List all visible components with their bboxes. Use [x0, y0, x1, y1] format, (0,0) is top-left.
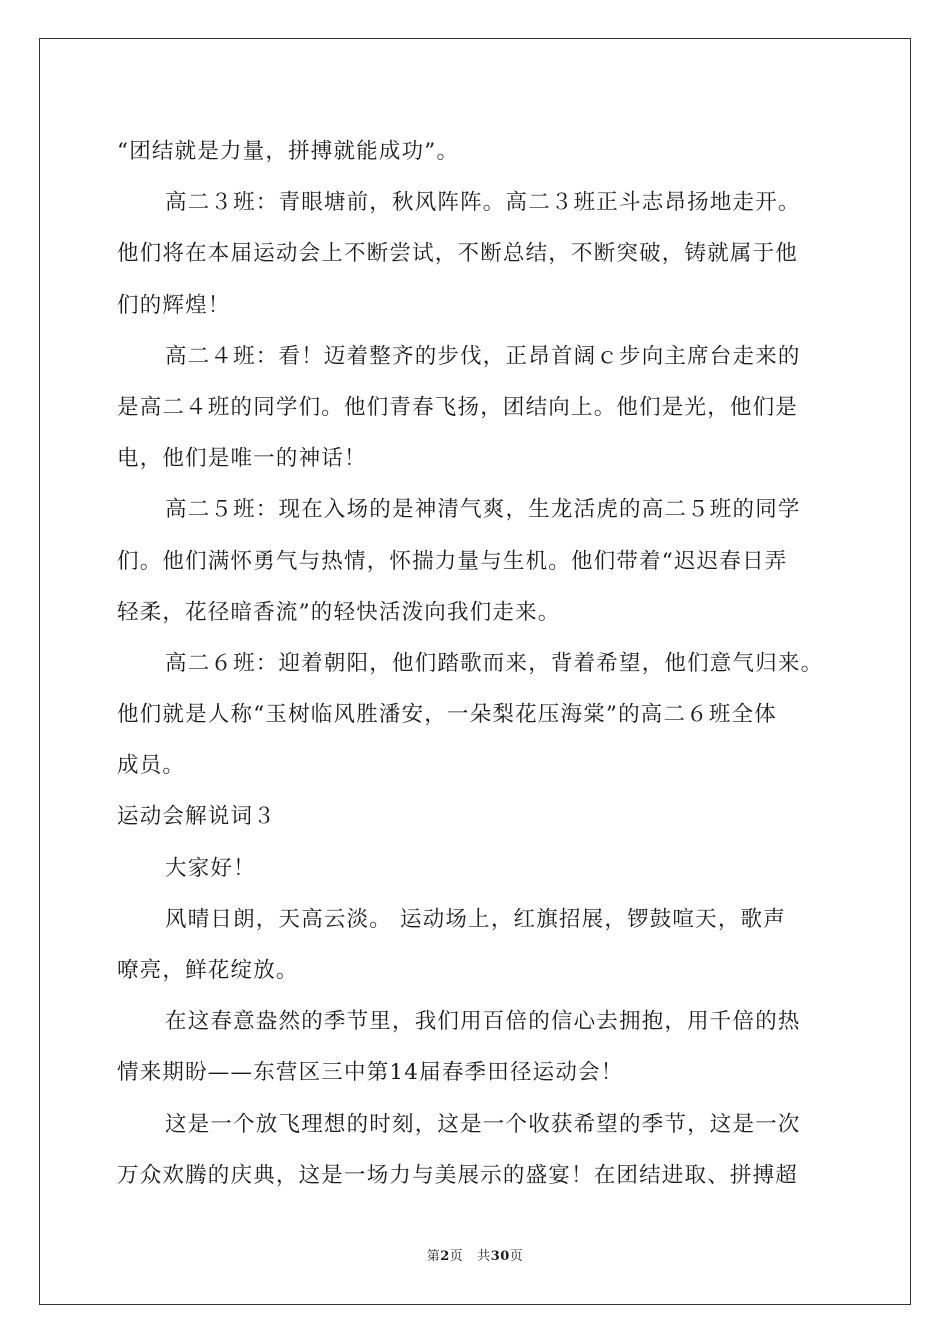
- text-line: 高二５班：现在入场的是神清气爽，生龙活虎的高二５班的同学: [165, 497, 801, 523]
- text-line: 成员。: [117, 753, 186, 779]
- text-line: 他们就是人称“玉树临风胜潘安，一朵梨花压海棠”的高二６班全体: [117, 702, 777, 728]
- total-page-count: 30: [490, 1249, 510, 1264]
- text-line: 高二６班：迎着朝阳，他们踏歌而来，背着希望，他们意气归来。: [165, 650, 824, 676]
- footer-prefix: 第: [426, 1249, 441, 1264]
- text-line: 他们将在本届运动会上不断尝试，不断总结，不断突破，铸就属于他: [117, 241, 799, 267]
- text-line: 高二３班：青眼塘前，秋风阵阵。高二３班正斗志昂扬地走开。: [165, 190, 801, 216]
- footer-page-suffix: 页: [449, 1249, 464, 1264]
- footer-total-prefix: 共: [477, 1249, 491, 1264]
- text-line: 情来期盼——东营区三中第14届春季田径运动会！: [117, 1060, 624, 1086]
- text-line: 们的辉煌！: [117, 292, 231, 318]
- text-line: 们。他们满怀勇气与热情，怀揣力量与生机。他们带着“迟迟春日弄: [117, 548, 788, 574]
- text-line: 风晴日朗，天高云淡。 运动场上，红旗招展，锣鼓喧天，歌声: [165, 906, 786, 932]
- text-line: 运动会解说词３: [117, 804, 276, 830]
- text-line: 这是一个放飞理想的时刻，这是一个收获希望的季节，这是一次: [165, 1111, 801, 1137]
- text-line: 是高二４班的同学们。他们青春飞扬，团结向上。他们是光，他们是: [117, 394, 799, 420]
- text-line: 在这春意盎然的季节里，我们用百倍的信心去拥抱，用千倍的热: [165, 1009, 801, 1035]
- document-body: [117, 126, 847, 1201]
- text-line: “团结就是力量，拼搏就能成功”。: [117, 139, 460, 164]
- text-line: 高二４班：看！迈着整齐的步伐，正昂首阔ｃ步向主席台走来的: [165, 343, 801, 369]
- current-page-number: 2: [440, 1249, 450, 1264]
- text-line: 轻柔，花径暗香流”的轻快活泼向我们走来。: [117, 599, 561, 625]
- text-line: 大家好！: [165, 855, 256, 881]
- text-line: 万众欢腾的庆典，这是一场力与美展示的盛宴！在团结进取、拼搏超: [117, 1162, 799, 1188]
- page-footer: [0, 1245, 950, 1264]
- text-line: 电，他们是唯一的神话！: [117, 446, 367, 472]
- footer-total-suffix: 页: [509, 1249, 524, 1264]
- text-line: 嘹亮，鲜花绽放。: [117, 958, 299, 983]
